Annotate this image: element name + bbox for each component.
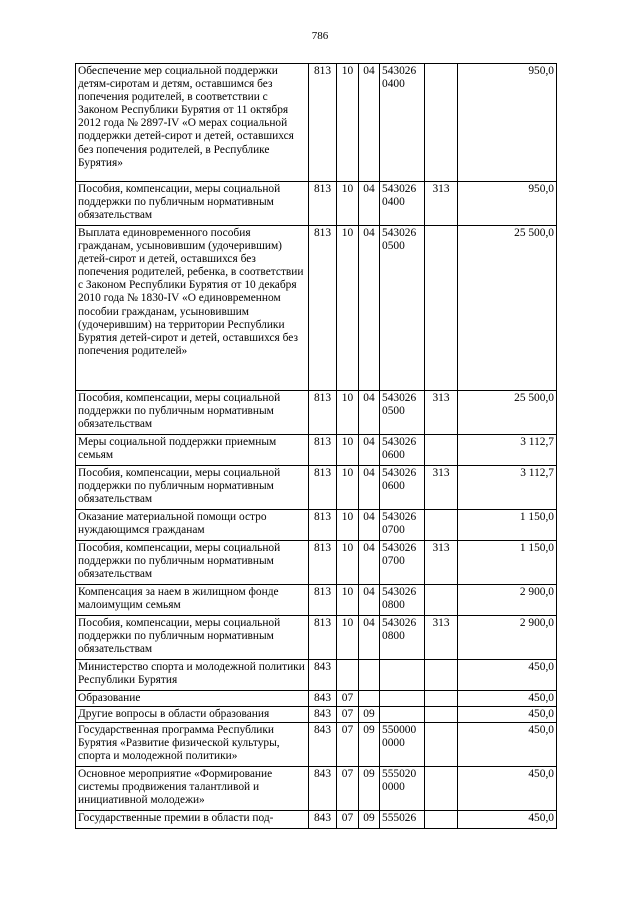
amount-cell: 3 112,7 <box>458 466 557 510</box>
section-code-cell: 10 <box>337 182 359 226</box>
target-article-cell: 543026 0600 <box>380 466 425 510</box>
table-row <box>76 541 557 585</box>
target-article-cell <box>380 691 425 707</box>
row-name-cell: Пособия, компенсации, меры социальной поддержки по публичным нормативным обязательствам <box>76 466 309 510</box>
target-article-cell: 543026 0800 <box>380 585 425 616</box>
target-article-cell <box>380 707 425 723</box>
ministry-code-cell: 813 <box>309 391 337 435</box>
budget-table-body <box>76 64 557 829</box>
target-article-cell: 543026 0600 <box>380 435 425 466</box>
subsection-code-cell: 04 <box>359 616 380 660</box>
expense-type-cell <box>425 510 458 541</box>
target-article-cell <box>380 660 425 691</box>
expense-type-cell <box>425 585 458 616</box>
section-code-cell: 07 <box>337 691 359 707</box>
table-row <box>76 391 557 435</box>
amount-cell: 1 150,0 <box>458 541 557 585</box>
table-row <box>76 767 557 811</box>
amount-cell: 2 900,0 <box>458 616 557 660</box>
ministry-code-cell: 813 <box>309 510 337 541</box>
table-row <box>76 435 557 466</box>
row-name-cell: Компенсация за наем в жилищном фонде малоимущим семьям <box>76 585 309 616</box>
subsection-code-cell <box>359 660 380 691</box>
section-code-cell: 10 <box>337 585 359 616</box>
expense-type-cell <box>425 64 458 182</box>
section-code-cell: 10 <box>337 466 359 510</box>
target-article-cell: 543026 0400 <box>380 182 425 226</box>
row-name-cell: Оказание материальной помощи остро нуждающимся гражданам <box>76 510 309 541</box>
subsection-code-cell: 04 <box>359 391 380 435</box>
table-row <box>76 811 557 829</box>
table-row <box>76 707 557 723</box>
amount-cell: 450,0 <box>458 767 557 811</box>
row-name-cell: Государственная программа Республики Бурятия «Развитие физической культуры, спорта и молодежной политики» <box>76 723 309 767</box>
table-row <box>76 691 557 707</box>
subsection-code-cell: 04 <box>359 64 380 182</box>
expense-type-cell: 313 <box>425 616 458 660</box>
subsection-code-cell: 09 <box>359 767 380 811</box>
row-name-cell: Пособия, компенсации, меры социальной поддержки по публичным нормативным обязательствам <box>76 616 309 660</box>
page-number: 786 <box>311 30 329 42</box>
amount-cell: 25 500,0 <box>458 226 557 391</box>
amount-cell: 950,0 <box>458 182 557 226</box>
expense-type-cell <box>425 767 458 811</box>
section-code-cell: 10 <box>337 226 359 391</box>
subsection-code-cell: 09 <box>359 723 380 767</box>
section-code-cell: 10 <box>337 541 359 585</box>
target-article-cell: 543026 0800 <box>380 616 425 660</box>
ministry-code-cell: 813 <box>309 182 337 226</box>
table-row <box>76 660 557 691</box>
ministry-code-cell: 813 <box>309 616 337 660</box>
ministry-code-cell: 843 <box>309 723 337 767</box>
budget-table <box>75 63 557 829</box>
row-name-cell: Обеспечение мер социальной поддержки детям-сиротам и детям, оставшимся без попечения родителей, в соответствии с Законом Республики Бурятия от 11 октября 2012 года № 2897-IV «О мерах социальной поддержки детей-сирот и детей, оставшихся без попечения родителей, в Республике Бурятия» <box>76 64 309 182</box>
subsection-code-cell: 04 <box>359 182 380 226</box>
row-name-cell: Пособия, компенсации, меры социальной поддержки по публичным нормативным обязательствам <box>76 391 309 435</box>
ministry-code-cell: 813 <box>309 435 337 466</box>
target-article-cell: 543026 0700 <box>380 541 425 585</box>
amount-cell: 25 500,0 <box>458 391 557 435</box>
expense-type-cell <box>425 691 458 707</box>
amount-cell: 450,0 <box>458 723 557 767</box>
row-name-cell: Другие вопросы в области образования <box>76 707 309 723</box>
subsection-code-cell: 09 <box>359 707 380 723</box>
table-row <box>76 723 557 767</box>
table-row <box>76 226 557 391</box>
ministry-code-cell: 843 <box>309 767 337 811</box>
table-row <box>76 64 557 182</box>
row-name-cell: Пособия, компенсации, меры социальной поддержки по публичным нормативным обязательствам <box>76 182 309 226</box>
section-code-cell: 10 <box>337 435 359 466</box>
subsection-code-cell: 04 <box>359 435 380 466</box>
table-row <box>76 585 557 616</box>
expense-type-cell <box>425 226 458 391</box>
amount-cell: 2 900,0 <box>458 585 557 616</box>
ministry-code-cell: 813 <box>309 585 337 616</box>
expense-type-cell <box>425 707 458 723</box>
table-row <box>76 466 557 510</box>
row-name-cell: Выплата единовременного пособия гражданам, усыновившим (удочерившим) детей-сирот и детей, оставшихся без попечения родителей, ребенка, в соответствии с Законом Республики Бурятия от 10 декабря 2010 года № 1830-IV «О единовременном пособии гражданам, усыновившим (удочерившим) на территории Республики Бурятия детей-сирот и детей, оставшихся без попечения родителей» <box>76 226 309 391</box>
section-code-cell: 07 <box>337 707 359 723</box>
section-code-cell: 10 <box>337 510 359 541</box>
subsection-code-cell: 04 <box>359 466 380 510</box>
row-name-cell: Пособия, компенсации, меры социальной поддержки по публичным нормативным обязательствам <box>76 541 309 585</box>
target-article-cell: 543026 0700 <box>380 510 425 541</box>
row-name-cell: Государственные премии в области под- <box>76 811 309 829</box>
subsection-code-cell: 04 <box>359 541 380 585</box>
expense-type-cell <box>425 723 458 767</box>
section-code-cell: 10 <box>337 616 359 660</box>
target-article-cell: 543026 0500 <box>380 226 425 391</box>
amount-cell: 450,0 <box>458 811 557 829</box>
expense-type-cell: 313 <box>425 182 458 226</box>
subsection-code-cell: 04 <box>359 226 380 391</box>
table-row <box>76 182 557 226</box>
subsection-code-cell <box>359 691 380 707</box>
section-code-cell: 07 <box>337 811 359 829</box>
expense-type-cell: 313 <box>425 391 458 435</box>
expense-type-cell: 313 <box>425 541 458 585</box>
ministry-code-cell: 813 <box>309 466 337 510</box>
target-article-cell: 550000 0000 <box>380 723 425 767</box>
ministry-code-cell: 843 <box>309 691 337 707</box>
amount-cell: 1 150,0 <box>458 510 557 541</box>
row-name-cell: Образование <box>76 691 309 707</box>
ministry-code-cell: 843 <box>309 707 337 723</box>
section-code-cell: 07 <box>337 723 359 767</box>
row-name-cell: Министерство спорта и молодежной политики Республики Бурятия <box>76 660 309 691</box>
target-article-cell: 555020 0000 <box>380 767 425 811</box>
section-code-cell: 10 <box>337 64 359 182</box>
amount-cell: 450,0 <box>458 691 557 707</box>
section-code-cell: 10 <box>337 391 359 435</box>
subsection-code-cell: 09 <box>359 811 380 829</box>
ministry-code-cell: 813 <box>309 541 337 585</box>
row-name-cell: Основное мероприятие «Формирование системы продвижения талантливой и инициативной молодежи» <box>76 767 309 811</box>
amount-cell: 3 112,7 <box>458 435 557 466</box>
row-name-cell: Меры социальной поддержки приемным семьям <box>76 435 309 466</box>
target-article-cell: 555026 <box>380 811 425 829</box>
expense-type-cell <box>425 660 458 691</box>
expense-type-cell: 313 <box>425 466 458 510</box>
table-row <box>76 510 557 541</box>
ministry-code-cell: 813 <box>309 226 337 391</box>
section-code-cell: 07 <box>337 767 359 811</box>
ministry-code-cell: 813 <box>309 64 337 182</box>
amount-cell: 950,0 <box>458 64 557 182</box>
subsection-code-cell: 04 <box>359 510 380 541</box>
ministry-code-cell: 843 <box>309 660 337 691</box>
amount-cell: 450,0 <box>458 660 557 691</box>
amount-cell: 450,0 <box>458 707 557 723</box>
section-code-cell <box>337 660 359 691</box>
table-row <box>76 616 557 660</box>
subsection-code-cell: 04 <box>359 585 380 616</box>
expense-type-cell <box>425 811 458 829</box>
ministry-code-cell: 843 <box>309 811 337 829</box>
target-article-cell: 543026 0500 <box>380 391 425 435</box>
expense-type-cell <box>425 435 458 466</box>
target-article-cell: 543026 0400 <box>380 64 425 182</box>
